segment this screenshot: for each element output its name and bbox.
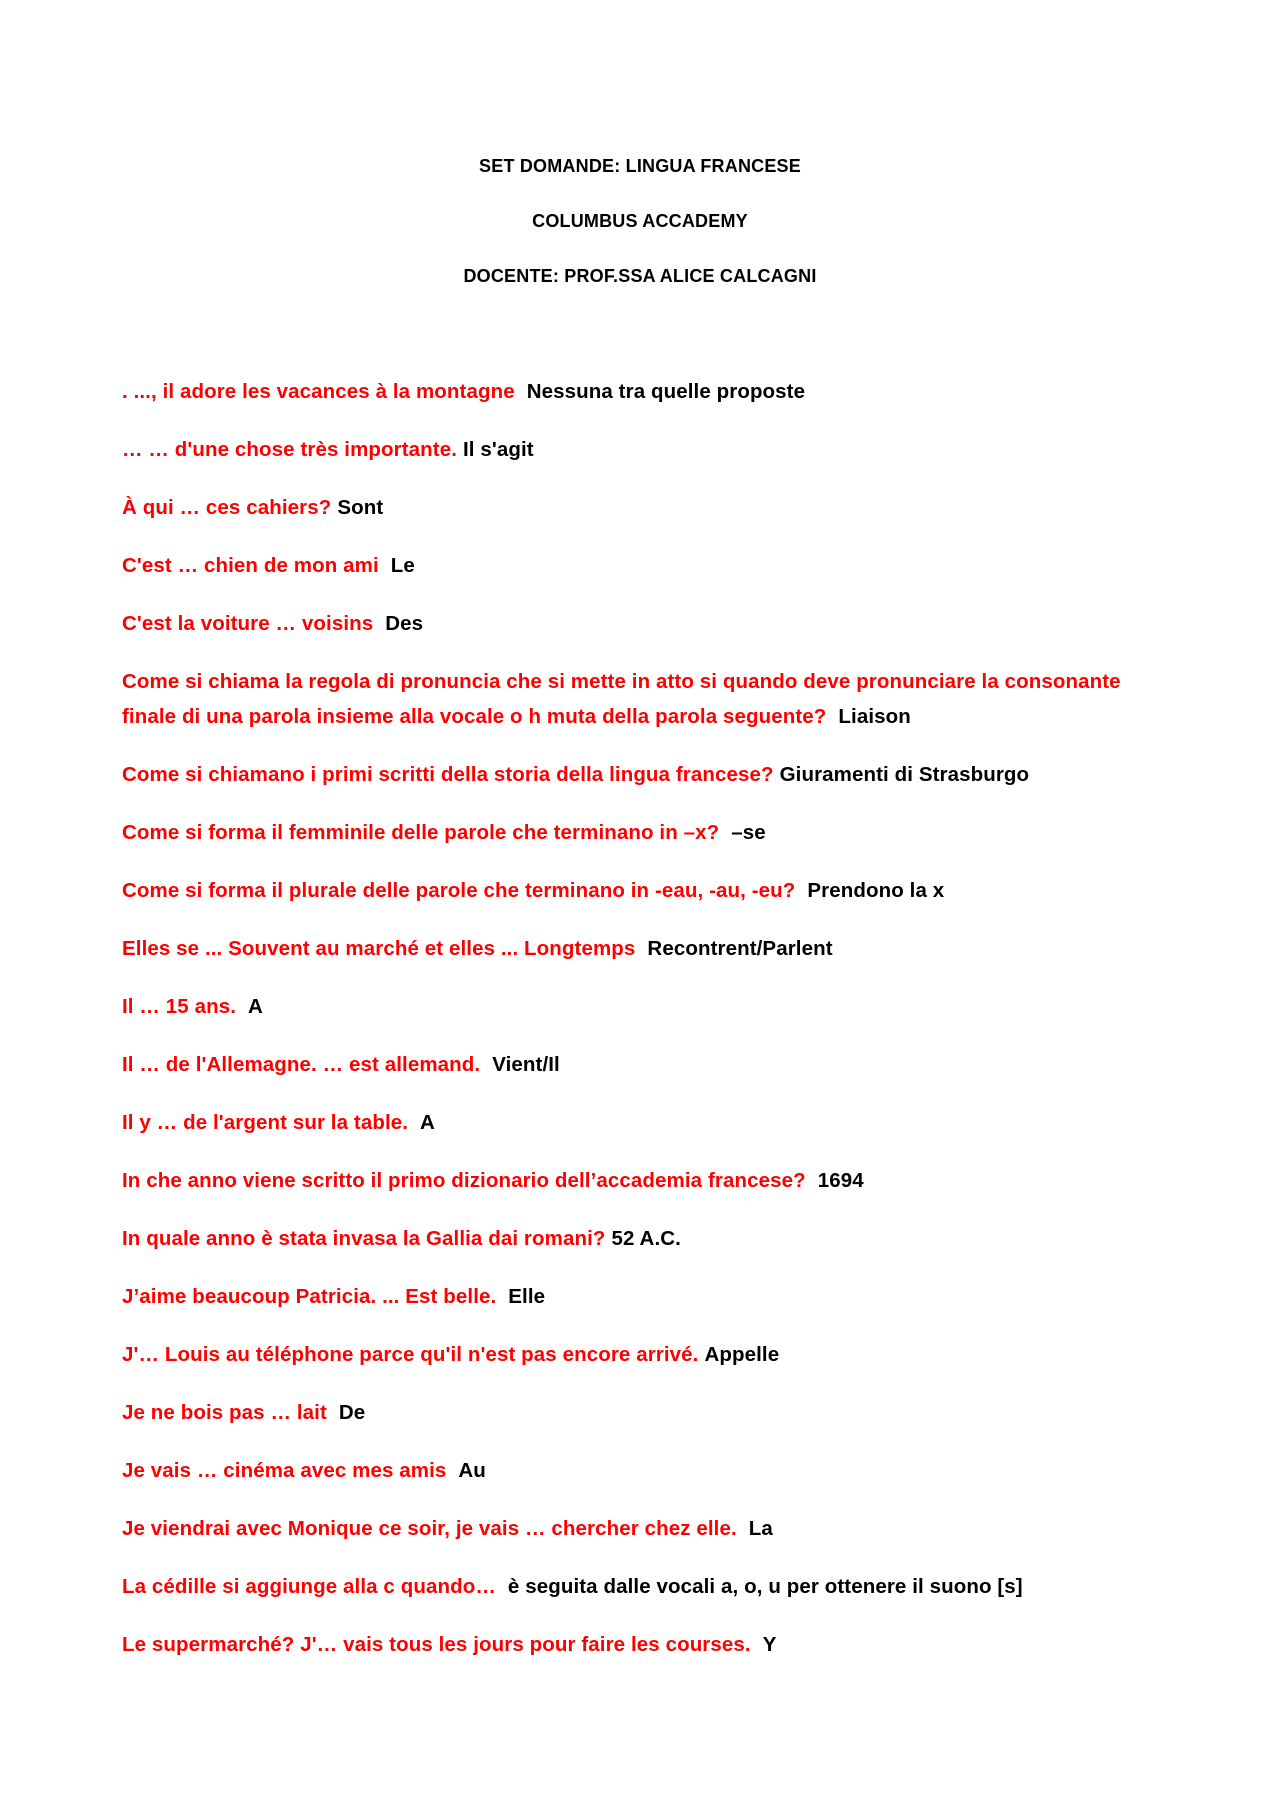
answer-text: Sont <box>337 496 384 519</box>
list-item <box>122 1279 1162 1314</box>
list-item <box>122 1105 1162 1140</box>
question-text: Come si forma il femminile delle parole che terminano in –x? <box>122 821 720 844</box>
question-text: Come si forma il plurale delle parole che terminano in -eau, -au, -eu? <box>122 879 796 902</box>
question-text: J’aime beaucoup Patricia. ... Est belle. <box>122 1285 497 1308</box>
question-text: Il … 15 ans. <box>122 995 236 1018</box>
answer-text: A <box>420 1111 435 1134</box>
answer-text: Y <box>762 1633 777 1656</box>
question-text: . ..., il adore les vacances à la montagne <box>122 380 515 403</box>
answer-text: Recontrent/Parlent <box>647 937 833 960</box>
answer-text: Des <box>385 612 424 635</box>
answer-text: Vient/Il <box>492 1053 560 1076</box>
question-list <box>122 374 1162 1685</box>
question-text: C'est la voiture … voisins <box>122 612 374 635</box>
question-text: In che anno viene scritto il primo dizionario dell’accademia francese? <box>122 1169 806 1192</box>
list-item <box>122 374 1162 409</box>
question-text: Elles se ... Souvent au marché et elles ... Longtemps <box>122 937 636 960</box>
answer-text: La <box>748 1517 773 1540</box>
question-text: À qui … ces cahiers? <box>122 496 332 519</box>
question-text: Il y … de l'argent sur la table. <box>122 1111 409 1134</box>
question-text: Le supermarché? J'… vais tous les jours pour faire les courses. <box>122 1633 751 1656</box>
answer-text: è seguita dalle vocali a, o, u per ottenere il suono [s] <box>507 1575 1023 1598</box>
answer-text: –se <box>731 821 766 844</box>
document-title: SET DOMANDE: LINGUA FRANCESE <box>479 156 801 176</box>
answer-text: Au <box>458 1459 486 1482</box>
question-text: La cédille si aggiunge alla c quando… <box>122 1575 496 1598</box>
question-text: Je ne bois pas … lait <box>122 1401 327 1424</box>
list-item <box>122 606 1162 641</box>
list-item <box>122 1569 1162 1604</box>
list-item <box>122 1221 1162 1256</box>
answer-text: Liaison <box>838 705 911 728</box>
teacher-name: DOCENTE: PROF.SSA ALICE CALCAGNI <box>463 266 817 286</box>
list-item <box>122 548 1162 583</box>
question-text: Come si chiama la regola di pronuncia che si mette in atto si quando deve pronunciare la consonante finale di una parola insieme alla vocale o h muta della parola seguente? <box>122 670 1121 728</box>
question-text: C'est … chien de mon ami <box>122 554 379 577</box>
list-item <box>122 989 1162 1024</box>
question-text: Come si chiamano i primi scritti della storia della lingua francese? <box>122 763 774 786</box>
answer-text: Appelle <box>704 1343 780 1366</box>
answer-text: Elle <box>508 1285 546 1308</box>
answer-text: A <box>248 995 263 1018</box>
list-item <box>122 815 1162 850</box>
list-item <box>122 664 1162 734</box>
list-item <box>122 873 1162 908</box>
list-item <box>122 1163 1162 1198</box>
question-text: J'… Louis au téléphone parce qu'il n'est pas encore arrivé. <box>122 1343 699 1366</box>
answer-text: De <box>338 1401 366 1424</box>
list-item <box>122 1337 1162 1372</box>
list-item <box>122 1395 1162 1430</box>
question-text: Je vais … cinéma avec mes amis <box>122 1459 447 1482</box>
list-item <box>122 432 1162 467</box>
document-header <box>0 150 1280 315</box>
list-item <box>122 1453 1162 1488</box>
list-item <box>122 1047 1162 1082</box>
list-item <box>122 1511 1162 1546</box>
list-item <box>122 931 1162 966</box>
answer-text: 1694 <box>817 1169 864 1192</box>
question-text: Je viendrai avec Monique ce soir, je vais … chercher chez elle. <box>122 1517 737 1540</box>
answer-text: Il s'agit <box>463 438 534 461</box>
school-name: COLUMBUS ACCADEMY <box>532 211 748 231</box>
question-text: Il … de l'Allemagne. … est allemand. <box>122 1053 481 1076</box>
answer-text: Nessuna tra quelle proposte <box>526 380 806 403</box>
answer-text: Prendono la x <box>807 879 945 902</box>
list-item <box>122 757 1162 792</box>
answer-text: Giuramenti di Strasburgo <box>779 763 1030 786</box>
answer-text: 52 A.C. <box>611 1227 681 1250</box>
list-item <box>122 490 1162 525</box>
question-text: In quale anno è stata invasa la Gallia dai romani? <box>122 1227 606 1250</box>
question-text: … … d'une chose très importante. <box>122 438 457 461</box>
answer-text: Le <box>390 554 415 577</box>
list-item <box>122 1627 1162 1662</box>
